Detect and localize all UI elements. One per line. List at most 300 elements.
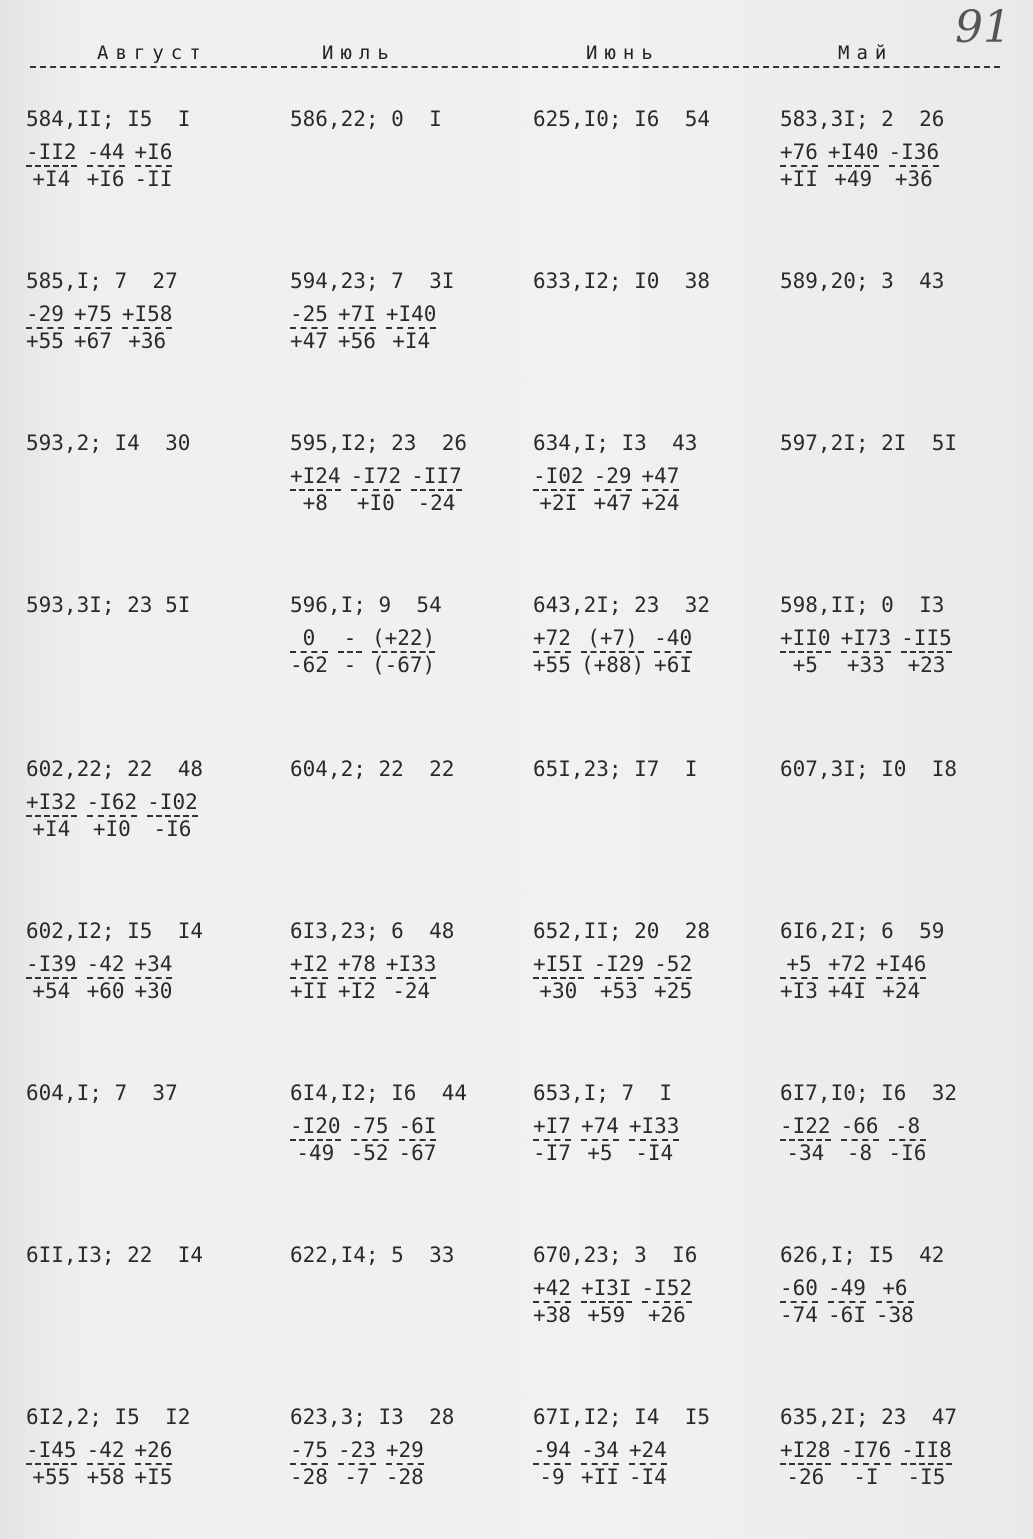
entry [780,1078,1015,1164]
numerator: -75 [350,1114,389,1138]
fraction-row [290,466,525,514]
entry-heading: 670,23; 3 I6 [533,1243,698,1267]
entry-heading: 586,22; 0 I [290,107,442,131]
fraction [386,1440,424,1488]
numerator: +I6 [134,140,173,164]
numerator: -I02 [533,464,584,488]
fraction-row [533,954,768,1002]
fraction [386,954,437,1002]
numerator: -I20 [290,1114,341,1138]
fraction [581,628,644,676]
fraction [290,1116,341,1164]
entry [533,428,768,514]
fraction [399,1116,437,1164]
fraction [841,628,892,676]
denominator: +I6 [86,167,125,191]
denominator: -24 [417,491,456,515]
fraction-row [290,304,525,352]
fraction-row [290,1116,525,1164]
denominator: +II [290,979,328,1003]
fraction [533,1116,571,1164]
entry-heading: 595,I2; 23 26 [290,431,468,455]
fraction-row [780,1440,1015,1488]
numerator: -25 [290,302,328,326]
fraction [290,628,328,676]
entry [26,590,261,620]
entry [780,916,1015,1002]
denominator: +8 [302,491,328,515]
numerator: -34 [580,1438,619,1462]
entry [26,916,261,1002]
entry [533,266,768,296]
entry [780,104,1015,190]
numerator: +II0 [780,626,831,650]
denominator: +33 [846,653,885,677]
denominator: +25 [654,979,693,1003]
denominator: -67 [398,1141,437,1165]
numerator: -I52 [641,1276,693,1300]
entry [26,266,261,352]
fraction [780,142,818,190]
fraction [828,142,879,190]
numerator: 0 [302,626,316,650]
month-header-august: Август [97,42,208,64]
numerator: +72 [533,626,571,650]
denominator: +30 [539,979,578,1003]
entry-heading: 623,3; I3 28 [290,1405,455,1429]
denominator: +II [780,167,818,191]
denominator: -24 [392,979,431,1003]
numerator: +I2 [290,952,328,976]
fraction [581,1440,619,1488]
entry-heading: 604,2; 22 22 [290,757,455,781]
fraction [642,466,680,514]
numerator: +I3I [580,1276,632,1300]
denominator: +I2 [337,979,376,1003]
month-header-may: Май [838,42,894,64]
numerator: -60 [780,1276,818,1300]
denominator: +I3 [780,979,818,1003]
entry [780,1402,1015,1488]
entry [290,1240,525,1270]
denominator: +I4 [392,329,431,353]
denominator: +55 [533,653,571,677]
numerator: +47 [641,464,680,488]
entry [26,1402,261,1488]
fraction [147,792,198,840]
fraction [876,954,927,1002]
denominator: -I6 [153,817,192,841]
numerator: +29 [385,1438,424,1462]
fraction [828,954,866,1002]
numerator: -I29 [593,952,645,976]
entry-heading: 607,3I; I0 I8 [780,757,958,781]
fraction [290,304,328,352]
entry-heading: 6I7,I0; I6 32 [780,1081,958,1105]
numerator: +I40 [385,302,437,326]
fraction [351,466,402,514]
denominator: +I0 [356,491,395,515]
fraction-row [26,304,261,352]
entry [533,590,768,676]
fraction-row [533,466,768,514]
entry-heading: 653,I; 7 I [533,1081,673,1105]
numerator: +76 [780,140,818,164]
fraction [26,142,77,190]
fraction [372,628,435,676]
fraction [629,1116,680,1164]
denominator: -28 [290,1465,328,1489]
fraction [654,628,692,676]
entry-heading: 6II,I3; 22 I4 [26,1243,204,1267]
denominator: +56 [337,329,376,353]
numerator: +I46 [875,952,927,976]
numerator: -66 [840,1114,879,1138]
denominator: - [343,653,357,677]
entry-heading: 6I6,2I; 6 59 [780,919,945,943]
denominator: +5 [792,653,818,677]
entry-heading: 598,II; 0 I3 [780,593,945,617]
entry-heading: 643,2I; 23 32 [533,593,711,617]
fraction [533,1278,571,1326]
fraction-row [780,954,1015,1002]
fraction-row [533,1278,768,1326]
numerator: +42 [533,1276,571,1300]
denominator: -I4 [635,1141,674,1165]
fraction [533,628,571,676]
fraction [780,628,831,676]
numerator: +75 [73,302,112,326]
fraction [654,954,692,1002]
fraction [351,1116,389,1164]
fraction [780,1116,831,1164]
entry-heading: 626,I; I5 42 [780,1243,945,1267]
denominator: -26 [786,1465,825,1489]
fraction [338,1440,376,1488]
numerator: -I72 [350,464,402,488]
fraction [629,1440,667,1488]
entry-heading: 589,20; 3 43 [780,269,945,293]
denominator: +36 [894,167,933,191]
denominator: -49 [296,1141,335,1165]
numerator: -42 [86,952,125,976]
denominator: -6I [827,1303,866,1327]
fraction [533,466,584,514]
denominator: -9 [539,1465,565,1489]
fraction [828,1278,866,1326]
fraction [901,628,952,676]
fraction-row [780,142,1015,190]
denominator: -38 [875,1303,914,1327]
denominator: +58 [86,1465,125,1489]
entry [290,1402,525,1488]
fraction [780,1278,818,1326]
denominator: -I5 [907,1465,946,1489]
numerator: +74 [580,1114,619,1138]
entry-heading: 602,22; 22 48 [26,757,204,781]
denominator: +23 [907,653,946,677]
denominator: -II [134,167,173,191]
denominator: +6I [654,653,693,677]
entry-heading: 604,I; 7 37 [26,1081,178,1105]
numerator: -I62 [86,790,138,814]
fraction [290,466,341,514]
numerator: -8 [894,1114,921,1138]
numerator: +72 [827,952,866,976]
entry [780,590,1015,676]
denominator: +4I [827,979,866,1003]
fraction [26,792,77,840]
numerator: +I7 [533,1114,571,1138]
entry-heading: 585,I; 7 27 [26,269,178,293]
numerator: +78 [337,952,376,976]
denominator: +59 [587,1303,626,1327]
numerator: - [343,626,357,650]
fraction [594,466,632,514]
fraction [87,792,138,840]
numerator: -42 [86,1438,125,1462]
denominator: +53 [599,979,638,1003]
fraction [87,1440,125,1488]
denominator: -8 [846,1141,873,1165]
denominator: +26 [647,1303,686,1327]
numerator: -I02 [147,790,198,814]
denominator: +49 [834,167,873,191]
entry [290,104,525,134]
denominator: -34 [786,1141,825,1165]
denominator: +55 [26,329,64,353]
fraction [841,1440,892,1488]
entry [290,916,525,1002]
page-number: 91 [955,2,1011,53]
numerator: +I28 [780,1438,831,1462]
numerator: -II5 [901,626,952,650]
fraction-row [290,1440,525,1488]
entry [26,754,261,840]
entry [780,754,1015,784]
fraction [26,1440,77,1488]
numerator: -I22 [780,1114,831,1138]
entry [290,266,525,352]
denominator: -28 [385,1465,424,1489]
entry-heading: 6I2,2; I5 I2 [26,1405,191,1429]
denominator: -74 [780,1303,818,1327]
denominator: -I4 [628,1465,667,1489]
denominator: +I4 [32,167,71,191]
fraction-row [290,628,525,676]
fraction [594,954,645,1002]
denominator: (+88) [580,653,645,677]
fraction-row [533,1116,768,1164]
fraction [889,1116,927,1164]
entry [780,428,1015,458]
denominator: (-67) [371,653,436,677]
denominator: +2I [539,491,578,515]
numerator: +I33 [628,1114,680,1138]
numerator: -II8 [901,1438,952,1462]
numerator: -75 [290,1438,328,1462]
denominator: -I6 [888,1141,927,1165]
entry-heading: 597,2I; 2I 5I [780,431,958,455]
entry-heading: 602,I2; I5 I4 [26,919,204,943]
numerator: -I36 [888,140,940,164]
fraction-row [780,628,1015,676]
fraction [780,1440,831,1488]
fraction [122,304,173,352]
denominator: +54 [32,979,71,1003]
entry-heading: 6I3,23; 6 48 [290,919,455,943]
numerator: -49 [827,1276,866,1300]
header-divider [30,66,1000,68]
entry [290,428,525,514]
entry-heading: 596,I; 9 54 [290,593,442,617]
entry-heading: 633,I2; I0 38 [533,269,711,293]
numerator: +I40 [827,140,879,164]
entry-heading: 594,23; 7 3I [290,269,455,293]
entry-heading: 634,I; I3 43 [533,431,698,455]
numerator: -6I [398,1114,437,1138]
denominator: +24 [641,491,680,515]
numerator: -52 [654,952,693,976]
fraction [581,1116,619,1164]
fraction [901,1440,952,1488]
fraction-row [780,1116,1015,1164]
numerator: +I73 [840,626,892,650]
numerator: -44 [86,140,125,164]
fraction [290,954,328,1002]
denominator: -62 [290,653,328,677]
numerator: (+22) [371,626,436,650]
numerator: +24 [628,1438,667,1462]
numerator: -29 [593,464,632,488]
denominator: +55 [32,1465,71,1489]
denominator: -52 [350,1141,389,1165]
denominator: +I4 [32,817,71,841]
fraction [386,304,437,352]
entry-heading: 583,3I; 2 26 [780,107,945,131]
entry-heading: 622,I4; 5 33 [290,1243,455,1267]
entry [533,916,768,1002]
denominator: +67 [73,329,112,353]
numerator: -II7 [411,464,462,488]
fraction [889,142,940,190]
entry-heading: 6I4,I2; I6 44 [290,1081,468,1105]
numerator: +I58 [121,302,173,326]
fraction-row [533,1440,768,1488]
month-header-july: Июль [322,42,396,64]
fraction [87,142,125,190]
entry [290,1078,525,1164]
fraction [338,628,362,676]
numerator: +I24 [290,464,341,488]
fraction [581,1278,632,1326]
numerator: +I33 [385,952,437,976]
denominator: -I7 [533,1141,571,1165]
denominator: +38 [533,1303,571,1327]
fraction-row [26,1440,261,1488]
entry [780,266,1015,296]
entry [533,104,768,134]
fraction [533,954,584,1002]
denominator: +30 [134,979,173,1003]
fraction-row [290,954,525,1002]
entry-heading: 584,II; I5 I [26,107,191,131]
denominator: +24 [882,979,921,1003]
numerator: -I45 [26,1438,77,1462]
numerator: -II2 [26,140,77,164]
numerator: -23 [337,1438,376,1462]
fraction [642,1278,693,1326]
entry-heading: 652,II; 20 28 [533,919,711,943]
denominator: +5 [587,1141,613,1165]
entry [533,1402,768,1488]
entry [780,1240,1015,1326]
denominator: +60 [86,979,125,1003]
numerator: -29 [26,302,64,326]
fraction [135,1440,173,1488]
fraction [26,304,64,352]
numerator: +5 [786,952,812,976]
denominator: +II [580,1465,619,1489]
numerator: -I76 [840,1438,892,1462]
fraction [841,1116,879,1164]
fraction [780,954,818,1002]
fraction [338,954,376,1002]
fraction [26,954,77,1002]
entry [26,104,261,190]
entry [290,590,525,676]
numerator: +6 [882,1276,908,1300]
fraction-row [533,628,768,676]
fraction-row [26,792,261,840]
numerator: +I5I [533,952,584,976]
fraction [87,954,125,1002]
fraction [533,1440,571,1488]
fraction-row [26,954,261,1002]
denominator: +47 [290,329,328,353]
entry [533,754,768,784]
denominator: +I5 [134,1465,173,1489]
numerator: +7I [337,302,376,326]
entry-heading: 593,3I; 23 5I [26,593,191,617]
entry-heading: 625,I0; I6 54 [533,107,711,131]
fraction-row [26,142,261,190]
entry [26,1240,261,1270]
entry-heading: 67I,I2; I4 I5 [533,1405,711,1429]
denominator: +47 [593,491,632,515]
entry-heading: 593,2; I4 30 [26,431,191,455]
denominator: -I [853,1465,879,1489]
fraction [135,954,173,1002]
numerator: +I32 [26,790,77,814]
entry [533,1078,768,1164]
entry [26,428,261,458]
fraction [411,466,462,514]
fraction [74,304,112,352]
numerator: -I39 [26,952,77,976]
fraction [135,142,173,190]
entry [26,1078,261,1108]
numerator: +26 [134,1438,173,1462]
numerator: (+7) [587,626,638,650]
month-header-june: Июнь [586,42,660,64]
entry [290,754,525,784]
numerator: -40 [654,626,693,650]
fraction-row [780,1278,1015,1326]
entry-heading: 635,2I; 23 47 [780,1405,958,1429]
fraction [290,1440,328,1488]
denominator: +I0 [92,817,131,841]
